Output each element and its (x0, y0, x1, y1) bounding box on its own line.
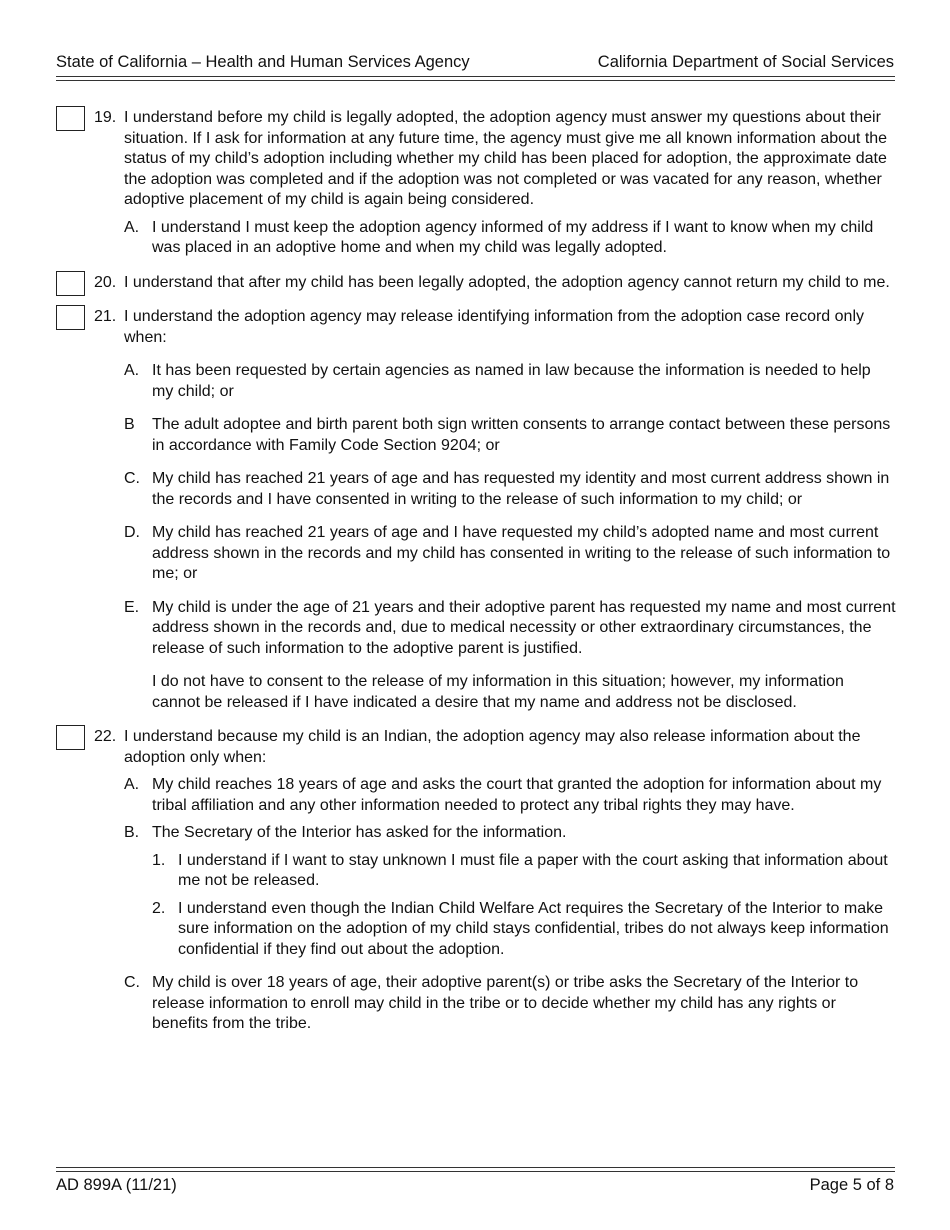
sub-item (56, 823, 896, 844)
sub-item (56, 523, 896, 585)
statement-number: 20. (94, 273, 117, 291)
statement-number: 19. (94, 109, 117, 126)
form-content (56, 108, 896, 1048)
statement-text: I understand because my child is an Indian, the adoption agency may also release information about the adoption only when: (124, 728, 861, 766)
footer-rule-top (56, 1167, 895, 1168)
numbered-item-text: I understand if I want to stay unknown I must file a paper with the court asking that information about me not be released. (178, 851, 888, 889)
page-header (56, 52, 894, 73)
sub-item-text: My child is over 18 years of age, their adoptive parent(s) or tribe asks the Secretary of the Interior to release information to enroll may child in the tribe or to decide whether my child has any rights or benefits from the tribe. (152, 974, 859, 1032)
sub-item-text: The Secretary of the Interior has asked for the information. (152, 824, 567, 841)
page-number: Page 5 of 8 (809, 1176, 894, 1194)
sub-item-label: E. (124, 598, 140, 616)
statement-19 (56, 108, 896, 259)
sub-item-text: My child is under the age of 21 years and their adoptive parent has requested my name and most current address shown in the records and, due to medical necessity or other extraordinary circumstances, the release of such information to the adoptive parent is justified. (152, 598, 896, 657)
sub-item-label: A. (124, 362, 140, 379)
sub-item-text: The adult adoptee and birth parent both sign written consents to arrange contact between these persons in accordance with Family Code Section 9204; or (152, 416, 891, 454)
numbered-item (56, 851, 896, 892)
sub-item (56, 218, 896, 259)
statement-number: 21. (94, 308, 117, 325)
header-rule-top (56, 76, 895, 77)
sub-item (56, 598, 896, 660)
sub-item-label: A. (124, 776, 140, 793)
sub-item-label: A. (124, 218, 140, 236)
consent-note: I do not have to consent to the release of my information in this situation; however, my information cannot be released if I have indicated a desire that my name and address not be disclosed. (152, 673, 844, 711)
statement-20 (56, 273, 896, 294)
statement-21 (56, 307, 896, 713)
statement-text: I understand before my child is legally adopted, the adoption agency must answer my questions about their situation. If I ask for information at any future time, the agency must give me all known information about the status of my child’s adoption including whether my child has been placed for adoption, the approximate date the adoption was completed and if the adoption was not completed or was vacated for any reason, whether adoptive placement of my child is again being considered. (124, 109, 888, 208)
header-rule-bottom (56, 80, 895, 81)
numbered-item-label: 2. (152, 899, 166, 917)
sub-item-label: B (124, 416, 135, 433)
sub-item (56, 469, 896, 510)
sub-item-text: My child reaches 18 years of age and asks the court that granted the adoption for information about my tribal affiliation and any other information needed to protect any tribal rights they may have. (152, 776, 882, 814)
sub-item-text: It has been requested by certain agencies as named in law because the information is needed to help my child; or (152, 362, 871, 400)
numbered-item (56, 899, 896, 961)
form-number: AD 899A (11/21) (56, 1176, 177, 1194)
statement-text: I understand that after my child has been legally adopted, the adoption agency cannot return my child to me. (124, 273, 890, 291)
page-footer (56, 1175, 894, 1196)
footer-rule-bottom (56, 1171, 895, 1172)
sub-item (56, 415, 896, 456)
sub-item-label: D. (124, 524, 140, 541)
sub-item-label: C. (124, 470, 140, 487)
statement-22 (56, 727, 896, 1035)
sub-item-label: B. (124, 824, 140, 841)
numbered-item-text: I understand even though the Indian Child Welfare Act requires the Secretary of the Interior to make sure information on the adoption of my child stays confidential, tribes do not always keep information confidential if they find out about the adoption. (178, 899, 889, 958)
sub-item-text: I understand I must keep the adoption agency informed of my address if I want to know when my child was placed in an adoptive home and when my child was legally adopted. (152, 218, 874, 256)
sub-item (56, 361, 896, 402)
statement-text: I understand the adoption agency may release identifying information from the adoption case record only when: (124, 308, 864, 346)
sub-item-text: My child has reached 21 years of age and has requested my identity and most current address shown in the records and I have consented in writing to the release of such information to my child; or (152, 470, 890, 508)
sub-item-label: C. (124, 974, 140, 991)
statement-number: 22. (94, 728, 117, 745)
header-department: California Department of Social Services (597, 53, 894, 71)
sub-item (56, 973, 896, 1035)
numbered-item-label: 1. (152, 851, 166, 869)
sub-item-text: My child has reached 21 years of age and I have requested my child’s adopted name and most current address shown in the records and my child has consented in writing to the release of such information to me; or (152, 524, 891, 582)
sub-item (56, 775, 896, 816)
header-agency: State of California – Health and Human Services Agency (56, 53, 470, 71)
